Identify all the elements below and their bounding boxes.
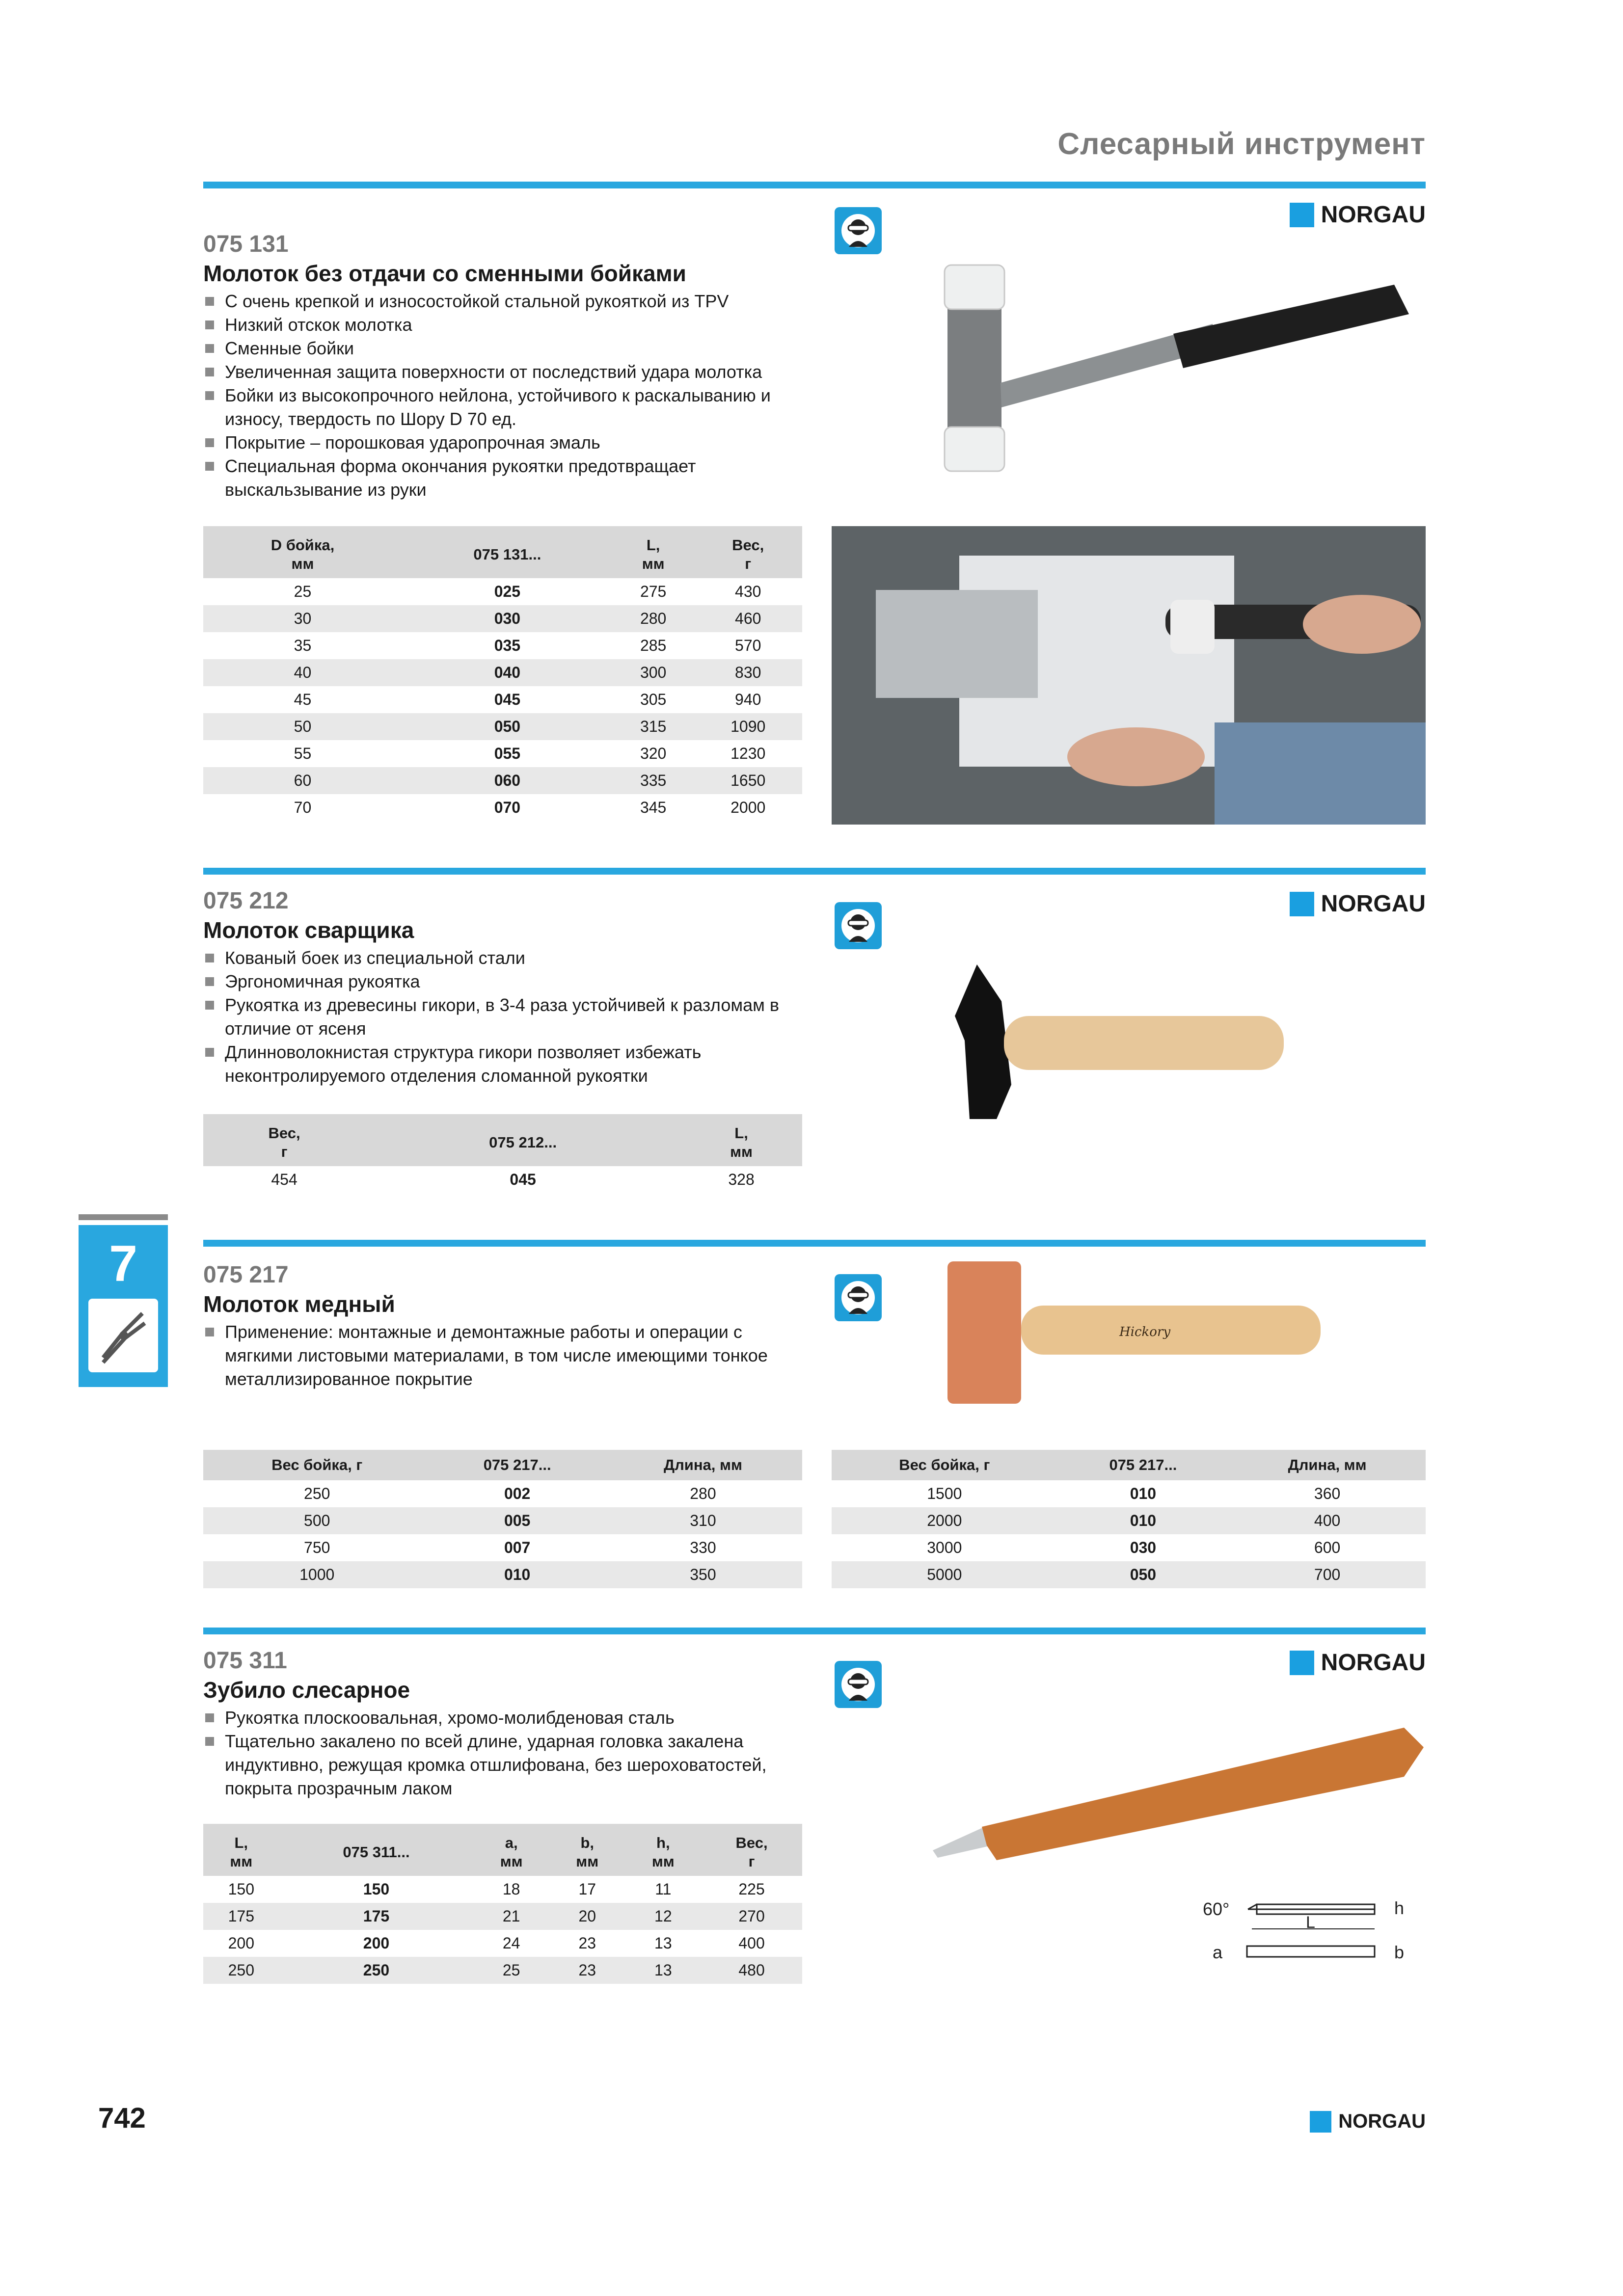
column-header: 075 131... [402,526,613,578]
brand-name: NORGAU [1321,891,1426,917]
table-row: 70 070 345 2000 [294,799,766,816]
feature-item: Применение: монтажные и демонтажные работы и операции с мягкими листовыми материалами, в том числе имеющими тонкое металлизированное покрытие [203,1320,807,1391]
table-row: 250 250 25 23 13 480 [203,1957,802,1984]
column-header: D бойка, мм [203,526,402,578]
side-tab-top-bar [79,1214,168,1220]
angle-label: 60° [1203,1899,1230,1919]
pliers-icon [88,1299,158,1372]
feature-item: Рукоятка из древесины гикори, в 3-4 раза устойчивей к разломам в отличие от ясеня [203,993,807,1041]
brand-square-icon [1290,1651,1314,1675]
feature-item: С очень крепкой и износостойкой стальной рукояткой из TPV [203,290,807,313]
safety-goggles-icon [835,207,882,254]
feature-list [203,946,807,1088]
handle-label: Hickory [1119,1325,1171,1339]
product-code: 075 311 [203,1648,287,1674]
usage-photo [832,526,1426,825]
column-header: L, мм [680,1114,802,1166]
brand-square-icon [1290,203,1314,227]
column-header: Вес, г [694,526,802,578]
feature-item: Увеличенная защита поверхности от последствий удара молотка [203,360,807,384]
welder-hammer-image [923,957,1365,1144]
brand-name: NORGAU [1338,2110,1426,2132]
table-header-row [832,1450,1426,1480]
table-row: 3000 030 600 [927,1539,1341,1556]
brand-logo [1290,1649,1426,1676]
table-row: 60 060 335 1650 [203,767,802,794]
column-header: Длина, мм [1229,1450,1426,1480]
copper-hammer-image [908,1256,1380,1414]
table-row: 250 002 280 [304,1485,716,1502]
table-header-row [203,1114,802,1166]
brand-name: NORGAU [1321,1650,1426,1676]
product-code: 075 131 [203,231,289,257]
feature-item: Покрытие – порошковая ударопрочная эмаль [203,431,807,454]
feature-item: Сменные бойки [203,337,807,360]
column-header: h, мм [625,1824,702,1876]
feature-item: Эргономичная рукоятка [203,970,807,993]
brand-name: NORGAU [1321,202,1426,228]
table-row: 1000 010 350 [203,1561,802,1588]
table-row: 40 040 300 830 [203,659,802,686]
column-header: 075 217... [1057,1450,1229,1480]
dim-label-h: h [1394,1898,1405,1918]
product-title: Молоток сварщика [203,917,414,943]
dim-label-l: L [1306,1913,1315,1932]
product-title: Зубило слесарное [203,1677,410,1703]
table-row: 2000 010 400 [832,1507,1426,1534]
table-row: 35 035 285 570 [294,637,761,654]
column-header: Вес бойка, г [832,1450,1057,1480]
spec-table [203,526,802,821]
feature-item: Низкий отскок молотка [203,313,807,337]
safety-goggles-icon [835,1661,882,1708]
feature-item: Рукоятка плоскоовальная, хромо-молибденовая сталь [203,1706,807,1730]
product-title: Молоток без отдачи со сменными бойками [203,261,686,286]
table-row: 454 045 328 [271,1171,755,1188]
section-divider [203,868,1426,875]
section-divider [203,1628,1426,1634]
section-divider [203,1240,1426,1247]
spec-table [203,1114,802,1193]
side-tab[interactable] [79,1225,168,1387]
spec-table [203,1824,802,1984]
column-header: Вес, г [203,1114,365,1166]
column-header: 075 217... [431,1450,603,1480]
table-row: 50 050 315 1090 [203,713,802,740]
table-row: 25 025 275 430 [294,583,761,600]
brand-logo [1290,201,1426,228]
table-row: 150 150 18 17 11 225 [228,1880,765,1898]
chisel-image [933,1713,1429,1870]
feature-list [203,290,807,502]
table-row: 30 030 280 460 [203,605,802,632]
table-row: 500 005 310 [203,1507,802,1534]
column-header: L, мм [203,1824,279,1876]
table-header-row [203,526,802,578]
table-row: 175 175 21 20 12 270 [203,1903,802,1930]
table-row: 1500 010 360 [927,1485,1341,1502]
table-row: 200 200 24 23 13 400 [228,1934,765,1952]
brand-square-icon [1290,892,1314,916]
feature-list [203,1320,807,1391]
table-row: 55 055 320 1230 [294,745,766,762]
table-header-row [203,1450,802,1480]
feature-item: Бойки из высокопрочного нейлона, устойчивого к раскалыванию и износу, твердость по Шору D 70 ед. [203,384,807,431]
product-code: 075 212 [203,888,289,914]
feature-item: Специальная форма окончания рукоятки предотвращает выскальзывание из руки [203,454,807,502]
dim-label-a: a [1213,1942,1223,1962]
feature-item: Тщательно закалено по всей длине, ударная головка закалена индуктивно, режущая кромка отшлифована, без шероховатостей, покрыта прозрачным лаком [203,1730,807,1800]
column-header: Вес, г [701,1824,802,1876]
safety-goggles-icon [835,1274,882,1321]
side-tab-number: 7 [109,1235,137,1292]
column-header: Длина, мм [604,1450,802,1480]
chisel-dimension-diagram [1203,1885,1419,1973]
column-header: Вес бойка, г [203,1450,431,1480]
table-row: 45 045 305 940 [294,691,761,708]
spec-table-right [832,1450,1426,1588]
page-header-title: Слесарный инструмент [1057,127,1426,161]
page-number: 742 [98,2102,146,2134]
feature-item: Кованый боек из специальной стали [203,946,807,970]
brand-square-icon [1310,2111,1331,2133]
spec-table-left [203,1450,802,1588]
feature-list [203,1706,807,1800]
dim-label-b: b [1394,1942,1405,1962]
safety-goggles-icon [835,902,882,949]
column-header: L, мм [613,526,694,578]
table-row: 5000 050 700 [832,1561,1426,1588]
feature-item: Длинноволокнистая структура гикори позволяет избежать неконтролируемого отделения сломанной рукоятки [203,1041,807,1088]
column-header: 075 311... [279,1824,474,1876]
table-header-row [203,1824,802,1876]
footer-brand-logo [1310,2110,1426,2133]
product-code: 075 217 [203,1262,289,1288]
section-divider [203,182,1426,188]
table-row: 750 007 330 [304,1539,716,1556]
column-header: 075 212... [365,1114,680,1166]
hammer-image [938,255,1429,481]
product-title: Молоток медный [203,1291,395,1317]
brand-logo [1290,890,1426,917]
column-header: b, мм [549,1824,625,1876]
column-header: a, мм [473,1824,549,1876]
